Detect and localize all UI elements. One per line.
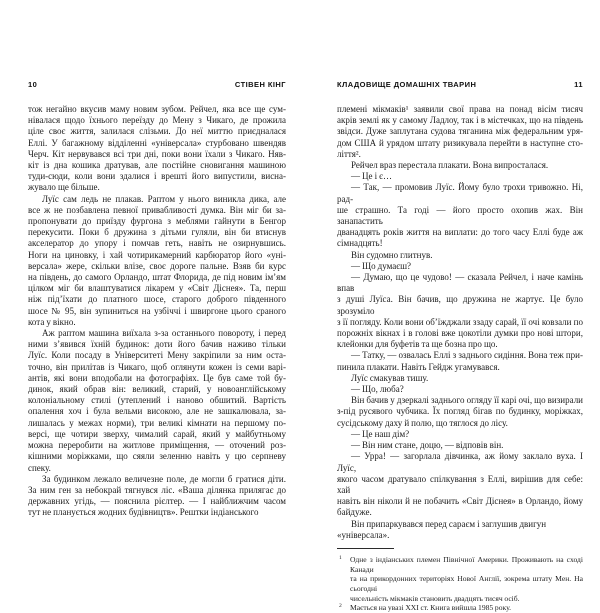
text-line: ше страшно. Та годі — його просто охопив жах. Він занапастить bbox=[337, 204, 583, 227]
text-line: тож негайно вкусив маму новим зубом. Рейчел, яка все ще сум- bbox=[28, 104, 286, 114]
page-right bbox=[337, 80, 583, 613]
text-line: За ним ген за небокрай тягнувся ліс. «Ваша ділянка прилягає до bbox=[28, 484, 286, 495]
text-line: Луїс смакував тишу. bbox=[351, 372, 429, 383]
text-line: все ж не позбавлена певної привабливості думка. Він міг би за- bbox=[28, 204, 286, 215]
text-line: Він судомно глитнув. bbox=[351, 249, 433, 260]
text-line: кота у вікно. bbox=[28, 316, 76, 327]
text-line: на південь, до самого Орландо, штат Флорида, де під новим ім’ям bbox=[28, 272, 286, 283]
text-line: — Що думаєш? bbox=[351, 260, 412, 271]
text-line: шосе № 95, він зупиниться на узбіччі і швиргоне цього сраного bbox=[28, 305, 286, 316]
text-line: цілком міг би влаштуватися лікарем у «Світ Діснея». Та, перш bbox=[28, 283, 286, 294]
page-number-right: 11 bbox=[574, 80, 583, 89]
text-line: За будинком лежало величезне поле, де могли б гратися діти. bbox=[42, 473, 286, 484]
text-line: динок, який обрав він: великий, старий, у новоанглійському bbox=[28, 384, 286, 395]
footnote-line: Одне з індіанських племен Північної Америки. Проживають на сході Канади bbox=[350, 554, 583, 574]
text-line: пропонувати до приїзду фургона з меблями гайнути в Бенгор bbox=[28, 216, 286, 227]
text-line: — Це наш дім? bbox=[351, 428, 410, 439]
text-line: колоніальному стилі (утеплений і наново обшитий. Вартість bbox=[28, 395, 286, 406]
text-line: — Так, — промовив Луїс. Йому було трохи тривожно. Ні, рад- bbox=[337, 182, 583, 204]
text-line: — Урра! — загорлала дівчинка, аж йому заклало вуха. І Луїс, bbox=[337, 451, 583, 473]
text-line: Ноги на циновку, і хай чотирикамерний карбюратор його «уні- bbox=[28, 249, 286, 260]
text-line: Він припаркувався перед сараєм і заглушив двигун «універсала». bbox=[337, 518, 547, 540]
text-line: байдуже. bbox=[337, 507, 372, 518]
text-line: — Татку, — озвалась Еллі з заднього сидіння. Вона теж при- bbox=[351, 350, 583, 361]
text-line: дом США й урядом штату ризикувала перейти в наступне сто- bbox=[337, 137, 583, 148]
text-line: — Він ним стане, доцю, — відповів він. bbox=[351, 440, 504, 451]
text-line: пинила плакати. Навіть Гейдж угамувався. bbox=[337, 361, 500, 372]
page-body-left bbox=[28, 104, 286, 519]
text-line: державних угідь, — пояснила рієлтер. — І найближчим часом bbox=[28, 496, 286, 507]
text-line: племені мікмаків¹ заявили свої права на понад вісім тисяч bbox=[337, 104, 583, 114]
text-line: ніж під’їхати до платного шосе, старого доброго південного bbox=[28, 294, 286, 305]
text-line: Рейчел враз перестала плакати. Вона випросталася. bbox=[351, 160, 549, 171]
footnote-list bbox=[337, 555, 583, 613]
text-line: — Думаю, що це чудово! — сказала Рейчел, і наче камінь впав bbox=[337, 272, 583, 294]
text-line: можна переробити на житлове приміщення, — оточений роз- bbox=[28, 440, 286, 451]
text-line: ліття². bbox=[337, 148, 361, 159]
text-line: з її погляду. Коли вони об’їжджали ззаду сарай, її очі ковзали по bbox=[337, 316, 583, 327]
footnote-line: та на прикордонних територіях Нової Англії, зокрема штату Мен. На сьогодні bbox=[350, 574, 583, 594]
text-line: кіт із дна кошика дратував, але постійне сновигання машиною bbox=[28, 160, 286, 171]
running-title-book: КЛАДОВИЩЕ ДОМАШНІХ ТВАРИН bbox=[337, 80, 477, 89]
text-line: порожніх вікнах і в голові вже цокотіли думки про нові штори, bbox=[337, 328, 583, 339]
text-line: антів, які вони вподобали на фотографіях. Це був саме той бу- bbox=[28, 372, 286, 383]
text-line: кішними моріжками, що сяяли зеленню навіть у цю серпневу bbox=[28, 451, 286, 462]
footnote-line: чисельність мікмаків становить двадцять тисяч осіб. bbox=[350, 593, 520, 603]
page-left bbox=[28, 80, 286, 519]
text-line: тут не планується жодних будівництв». Рештки індіанського bbox=[28, 507, 259, 518]
footnote-line: Мається на увазі XXI ст. Книга вийшла 1985 року. bbox=[350, 603, 512, 613]
running-head-right bbox=[337, 80, 583, 90]
text-line: звідси. Дуже заплутана судова тяганина між федеральним уря- bbox=[337, 126, 583, 137]
text-line: Еллі. У багажному відділенні «універсала» стурбовано швендяв bbox=[28, 137, 286, 148]
footnote-marker: 1 bbox=[339, 554, 342, 561]
text-line: акрів землі як у самому Ладлоу, так і в містечках, що на південь bbox=[337, 115, 583, 126]
footnote bbox=[337, 555, 583, 604]
running-title-author: СТІВЕН КІНГ bbox=[234, 80, 286, 89]
text-line: сімнадцять! bbox=[337, 238, 383, 249]
text-line: ними з’явився їхній будинок: доти його бачив наживо тільки bbox=[28, 339, 286, 350]
text-line: туди-сюди, коли вони здалися і врешті його випустили, висна- bbox=[28, 171, 286, 182]
text-line: нівалася щодо їхнього переїзду до Мену з Чикаго, де прожила bbox=[28, 115, 286, 126]
text-line: акселератор до упору і помчав геть, навіть не озирнувшись. bbox=[28, 238, 286, 249]
text-line: — Що, люба? bbox=[351, 384, 404, 395]
running-head-left bbox=[28, 80, 286, 90]
footnote-separator bbox=[337, 548, 394, 549]
text-line: версі, ще чотири зверху, чималий сарай, який у майбутньому bbox=[28, 428, 286, 439]
text-line: з-під русявого чубчика. Їх погляд бігав по будинку, моріжках, bbox=[337, 406, 583, 417]
text-line: Луїс. Коли посаду в Університеті Мену закріпили за ним оста- bbox=[28, 350, 286, 361]
text-line: спеку. bbox=[28, 462, 51, 473]
text-line: точно, він прилітав із Чикаго, щоб оглянути кожен із семи варі- bbox=[28, 361, 286, 372]
text-line: якого часом дратувало спілкування з Еллі, вирішив для себе: хай bbox=[337, 473, 583, 495]
text-line: сусідському даху й полю, що тяглося до лісу. bbox=[337, 417, 508, 428]
page-body-right bbox=[337, 104, 583, 541]
text-line: опалення хоч і була вельми високою, але не зашкалювала, за- bbox=[28, 406, 286, 417]
text-line: версала» жере, скільки влізе, своє дороге пальне. Взяв би курс bbox=[28, 260, 286, 271]
text-line: — Це і є… bbox=[351, 171, 393, 182]
text-line: Він бачив у дзеркалі заднього огляду її карі очі, що визирали bbox=[351, 395, 583, 406]
footnote bbox=[337, 603, 583, 613]
text-line: ціле своє життя, залилася слізьми. До неї миттю приєдналася bbox=[28, 126, 286, 137]
footnotes-section bbox=[337, 548, 583, 613]
text-line: дванадцять років життя на виплати: до того часу Еллі буде аж bbox=[337, 227, 583, 238]
text-line: перекусити. Поки б дружина з дітьми гуляли, він би втиснув bbox=[28, 227, 286, 238]
text-line: Луїс сам ледь не плакав. Раптом у нього виникла дика, але bbox=[42, 193, 286, 204]
footnote-marker: 2 bbox=[339, 603, 342, 610]
text-line: навіть він ніколи й не побачить «Світ Діснея» в Орландо, йому bbox=[337, 496, 583, 507]
text-line: жувало ще більше. bbox=[28, 182, 100, 193]
text-line: Аж раптом машина виїхала з-за останнього повороту, і перед bbox=[42, 328, 286, 339]
text-line: лишалась у межах норми), три великі кімнати на першому по- bbox=[28, 417, 286, 428]
text-line: з душі Луїса. Він бачив, що дружина не жартує. Це було зрозуміло bbox=[337, 294, 583, 316]
text-line: клейонки для буфетів та ще бозна про що. bbox=[337, 339, 498, 350]
page-number-left: 10 bbox=[28, 80, 38, 89]
text-line: Черч. Кіт нервувався всі три дні, поки вони їхали з Чикаго. Няв- bbox=[28, 148, 286, 159]
